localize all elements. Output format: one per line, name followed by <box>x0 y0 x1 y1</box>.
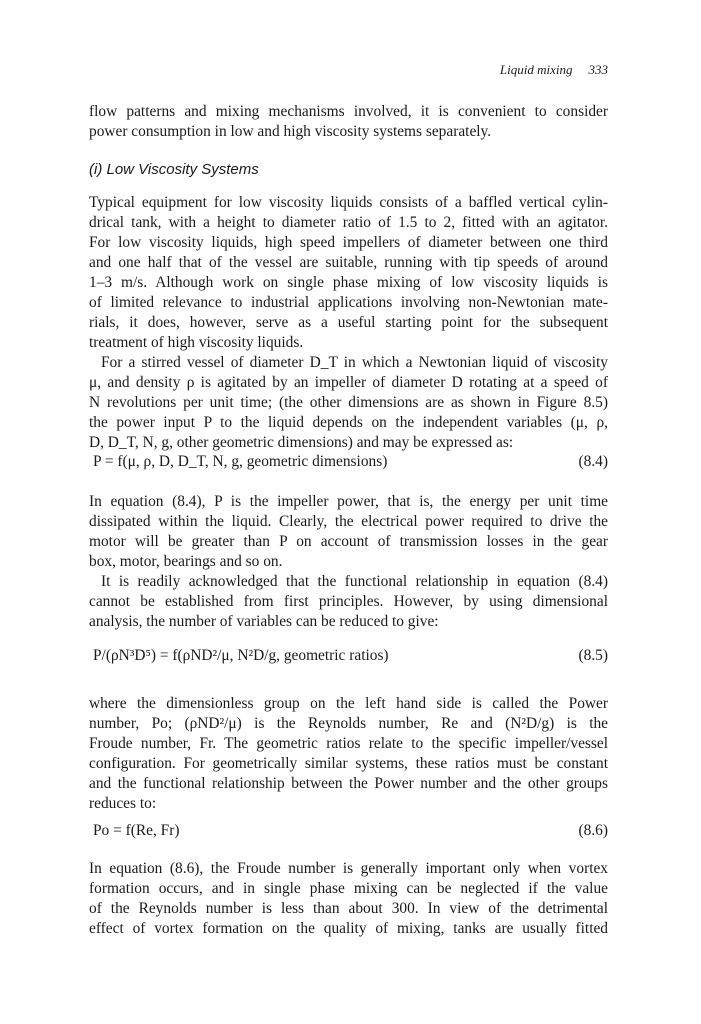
text-line: formation occurs, and in single phase mixing can be neglected if the value <box>89 880 608 897</box>
equation-8-4 <box>89 453 608 475</box>
text-line: rials, it does, however, serve as a useful starting point for the subsequent <box>89 314 608 331</box>
text-line: box, motor, bearings and so on. <box>89 553 283 570</box>
section-heading: (i) Low Viscosity Systems <box>89 161 259 178</box>
text-line: of the Reynolds number is less than about 300. In view of the detrimental <box>89 900 608 917</box>
paragraph-impeller-power <box>89 492 608 572</box>
paragraph-equipment <box>89 193 608 353</box>
equation-body: P = f(μ, ρ, D, D_T, N, g, geometric dimensions) <box>93 453 388 470</box>
text-line: reduces to: <box>89 795 157 812</box>
text-line: of limited relevance to industrial applications involving non-Newtonian mate- <box>89 294 608 311</box>
paragraph-stirred-vessel <box>89 353 608 453</box>
text-line: Typical equipment for low viscosity liquids consists of a baffled vertical cylin- <box>89 194 608 211</box>
running-title: Liquid mixing <box>499 62 573 77</box>
book-page <box>89 0 608 1024</box>
text-line: N revolutions per unit time; (the other dimensions are as shown in Figure 8.5) <box>89 394 608 411</box>
running-header <box>500 62 608 78</box>
text-line: analysis, the number of variables can be reduced to give: <box>89 613 439 630</box>
text-line: μ, and density ρ is agitated by an impeller of diameter D rotating at a speed of <box>89 374 608 391</box>
page-number: 333 <box>588 62 608 77</box>
equation-8-5 <box>89 647 608 669</box>
equation-number: (8.4) <box>578 453 608 470</box>
text-line: motor will be greater than P on account of transmission losses in the gear <box>89 533 608 550</box>
equation-body: Po = f(Re, Fr) <box>93 822 180 839</box>
text-line: flow patterns and mixing mechanisms involved, it is convenient to consider <box>89 103 608 120</box>
text-line: where the dimensionless group on the left hand side is called the Power <box>89 695 608 712</box>
text-line: treatment of high viscosity liquids. <box>89 334 304 351</box>
paragraph-intro <box>89 102 608 142</box>
text-line: and one half that of the vessel are suitable, running with tip speeds of around <box>89 254 608 271</box>
text-line: number, Po; (ρND²/μ) is the Reynolds number, Re and (N²D/g) is the <box>89 715 608 732</box>
text-line: the power input P to the liquid depends on the independent variables (μ, ρ, <box>89 414 608 431</box>
text-line: power consumption in low and high viscosity systems separately. <box>89 123 492 140</box>
text-line: It is readily acknowledged that the functional relationship in equation (8.4) <box>101 573 608 590</box>
equation-number: (8.6) <box>578 822 608 839</box>
text-line: For a stirred vessel of diameter D_T in which a Newtonian liquid of viscosity <box>101 354 608 371</box>
text-line: D, D_T, N, g, other geometric dimensions) and may be expressed as: <box>89 434 514 451</box>
text-line: and the functional relationship between the Power number and the other groups <box>89 775 608 792</box>
equation-body: P/(ρN³D⁵) = f(ρND²/μ, N²D/g, geometric ratios) <box>93 647 389 664</box>
paragraph-froude <box>89 859 608 939</box>
text-line: 1–3 m/s. Although work on single phase mixing of low viscosity liquids is <box>89 274 608 291</box>
text-line: effect of vortex formation on the quality of mixing, tanks are usually fitted <box>89 920 608 937</box>
text-line: dissipated within the liquid. Clearly, the electrical power required to drive the <box>89 513 608 530</box>
text-line: configuration. For geometrically similar systems, these ratios must be constant <box>89 755 608 772</box>
text-line: Froude number, Fr. The geometric ratios relate to the specific impeller/vessel <box>89 735 608 752</box>
paragraph-power-number <box>89 694 608 814</box>
text-line: In equation (8.4), P is the impeller power, that is, the energy per unit time <box>89 493 608 510</box>
text-line: cannot be established from first principles. However, by using dimensional <box>89 593 608 610</box>
text-line: For low viscosity liquids, high speed impellers of diameter between one third <box>89 234 608 251</box>
equation-8-6 <box>89 822 608 844</box>
equation-number: (8.5) <box>578 647 608 664</box>
text-line: drical tank, with a height to diameter ratio of 1.5 to 2, fitted with an agitator. <box>89 214 608 231</box>
paragraph-dimensional-analysis <box>89 572 608 632</box>
text-line: In equation (8.6), the Froude number is generally important only when vortex <box>89 860 608 877</box>
